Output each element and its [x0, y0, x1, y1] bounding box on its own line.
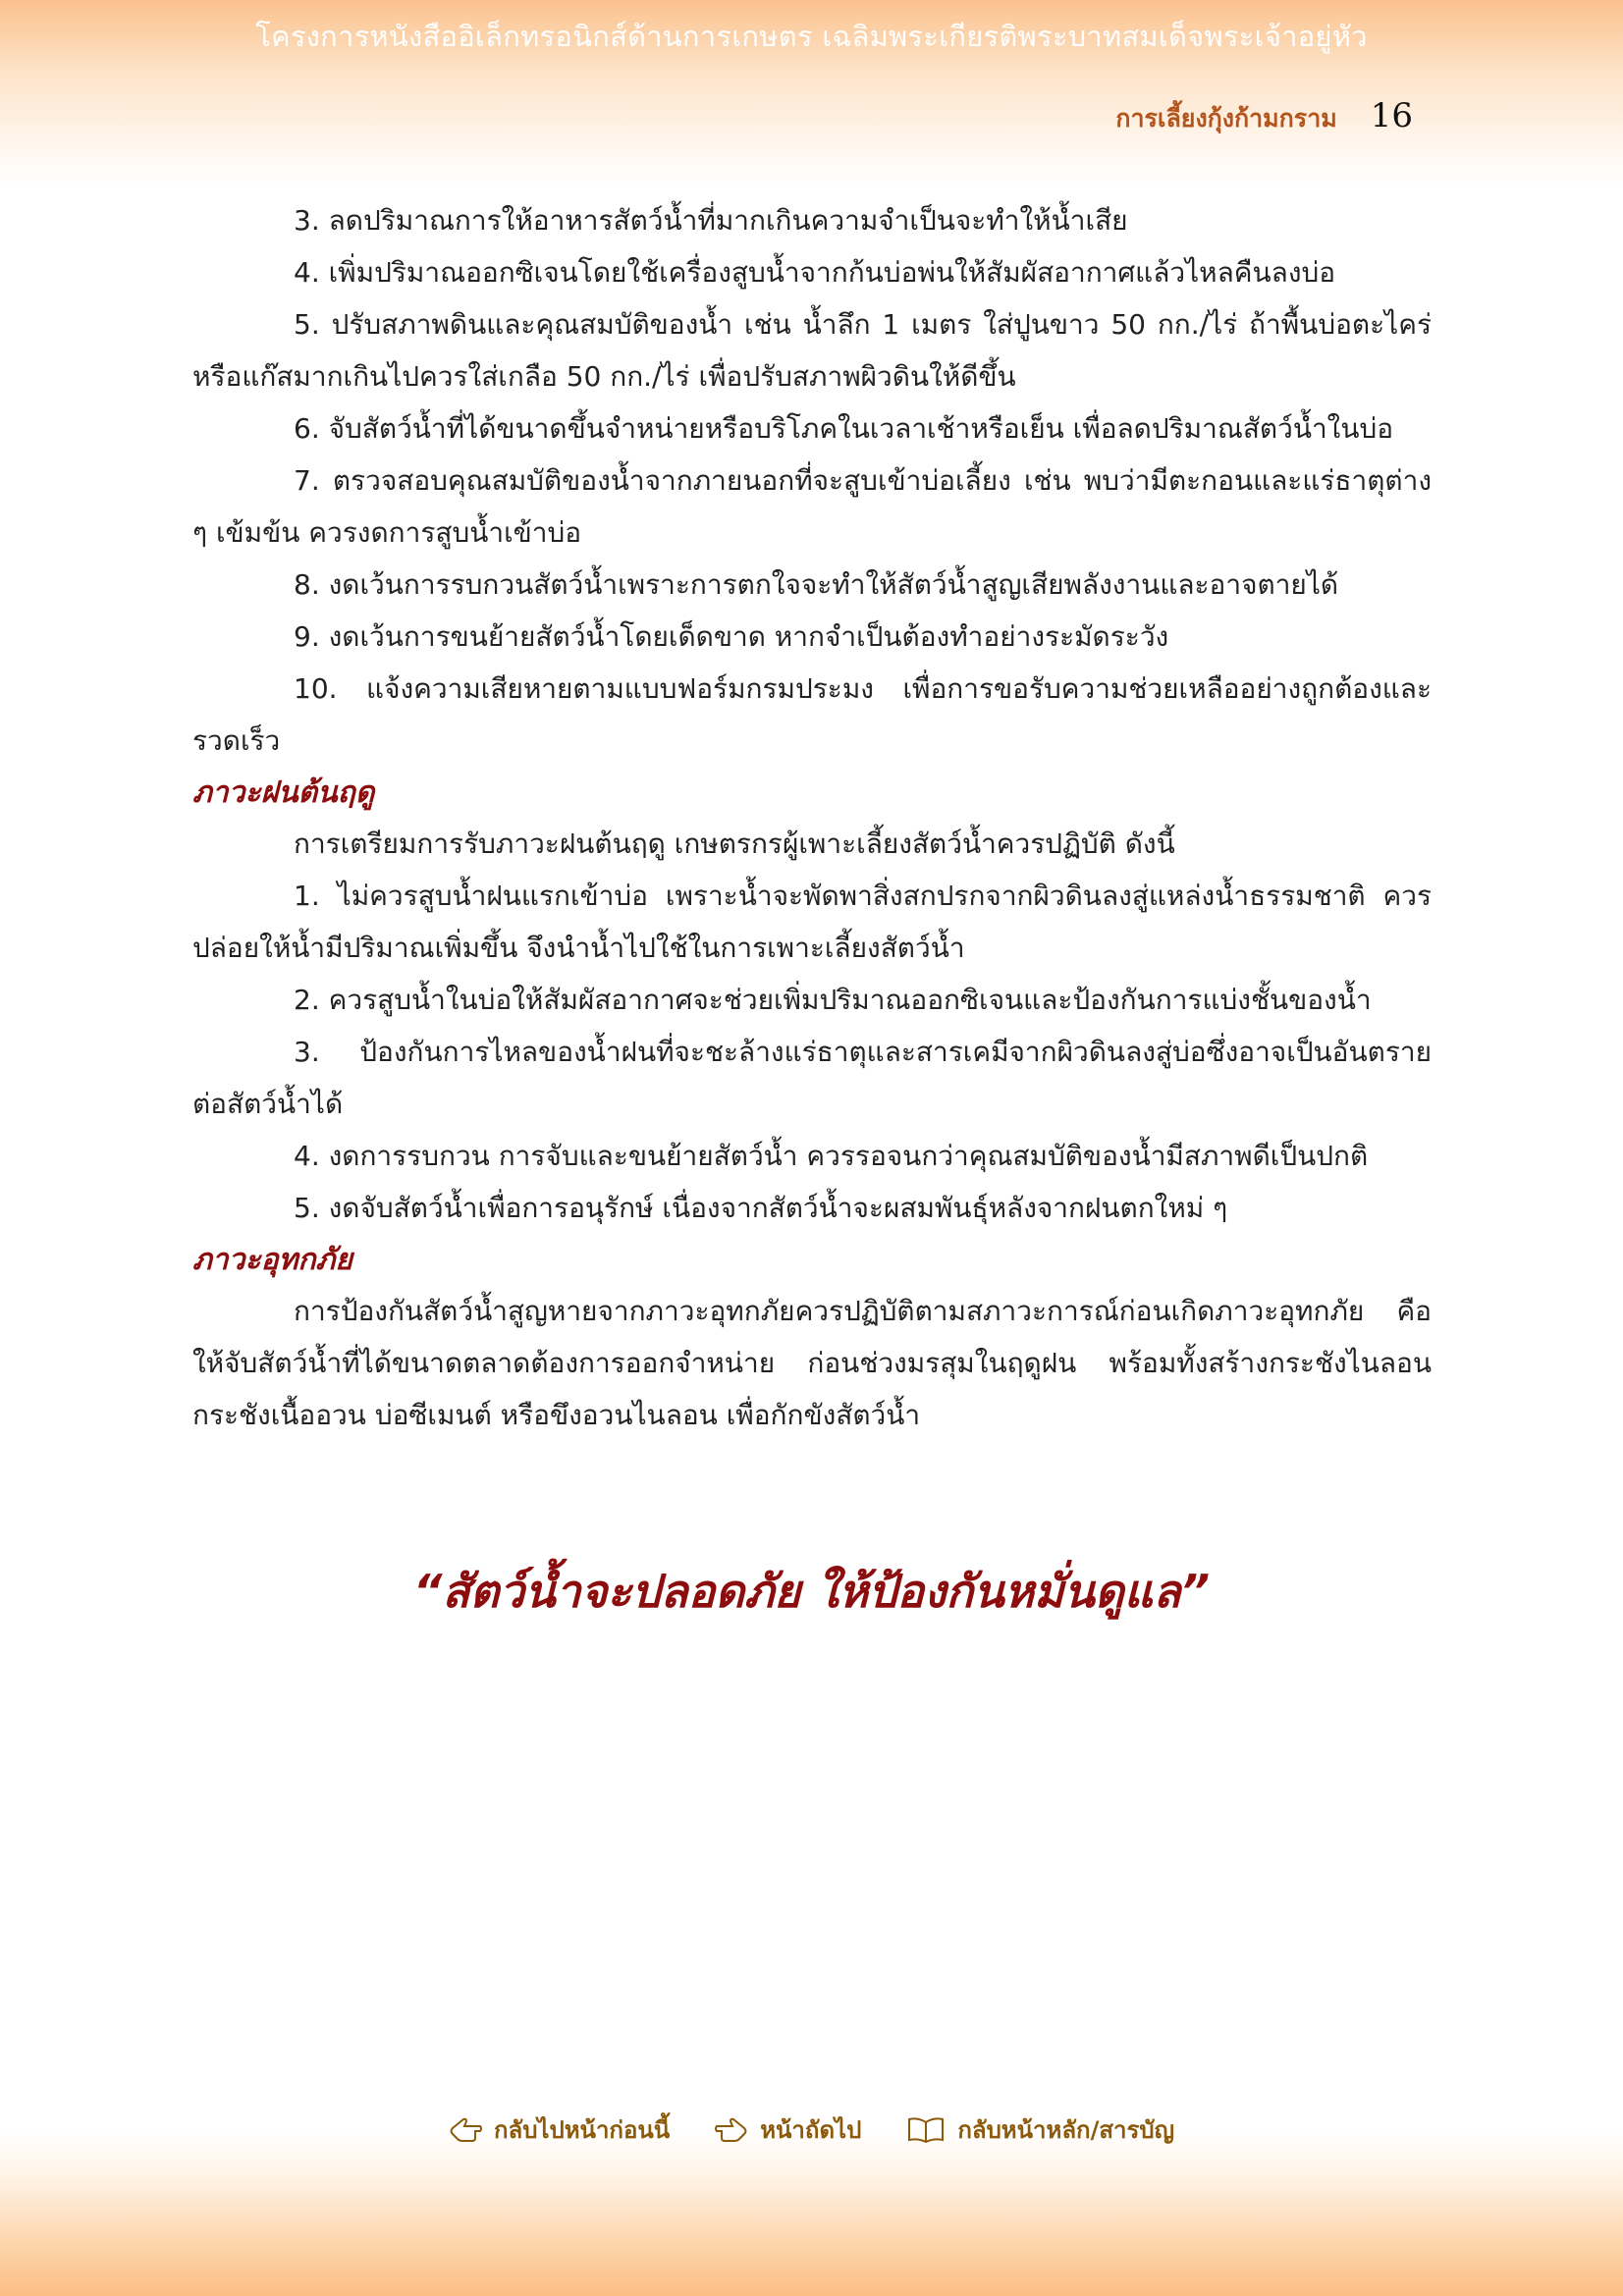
section-body: การป้องกันสัตว์น้ำสูญหายจากภาวะอุทกภัยควรปฏิบัติตามสภาวะการณ์ก่อนเกิดภาวะอุทกภัย คือให้จับสัตว์น้ำที่ได้ขนาดตลาดต้องการออกจำหน่าย ก่อนช่วงมรสุมในฤดูฝน พร้อมทั้งสร้างกระชังไนลอน กระชังเนื้ออวน บ่อซีเมนต์ หรือขึงอวนไนลอน เพื่อกักขังสัตว์น้ำ [192, 1295, 1432, 1431]
list-item: 4. เพิ่มปริมาณออกซิเจนโดยใช้เครื่องสูบน้ำจากก้นบ่อพ่นให้สัมผัสอากาศแล้วไหลคืนลงบ่อ [294, 256, 1336, 289]
footer-nav [0, 2110, 1623, 2149]
prev-page-link[interactable] [449, 2110, 670, 2149]
list-item: 5. งดจับสัตว์น้ำเพื่อการอนุรักษ์ เนื่องจากสัตว์น้ำจะผสมพันธุ์หลังจากฝนตกใหม่ ๆ [294, 1192, 1228, 1224]
list-item: 4. งดการรบกวน การจับและขนย้ายสัตว์น้ำ ควรรอจนกว่าคุณสมบัติของน้ำมีสภาพดีเป็นปกติ [294, 1140, 1369, 1172]
home-toc-label: กลับหน้าหลัก/สารบัญ [957, 2116, 1175, 2144]
list-item: 2. ควรสูบน้ำในบ่อให้สัมผัสอากาศจะช่วยเพิ่มปริมาณออกซิเจนและป้องกันการแบ่งชั้นของน้ำ [294, 984, 1372, 1016]
page-number: 16 [1370, 96, 1413, 135]
hand-pointing-left-icon [449, 2117, 482, 2143]
list-item: 7. ตรวจสอบคุณสมบัติของน้ำจากภายนอกที่จะสูบเข้าบ่อเลี้ยง เช่น พบว่ามีตะกอนและแร่ธาตุต่าง ๆ เข้มข้น ควรงดการสูบน้ำเข้าบ่อ [192, 464, 1432, 549]
list-item: 10. แจ้งความเสียหายตามแบบฟอร์มกรมประมง เพื่อการขอรับความช่วยเหลืออย่างถูกต้องและรวดเร็ว [192, 672, 1432, 757]
list-item: 6. จับสัตว์น้ำที่ได้ขนาดขึ้นจำหน่ายหรือบริโภคในเวลาเช้าหรือเย็น เพื่อลดปริมาณสัตว์น้ำในบ่อ [294, 412, 1394, 445]
home-toc-link[interactable] [906, 2110, 1174, 2149]
section-heading-flood: ภาวะอุทกภัย [192, 1243, 352, 1277]
list-item: 8. งดเว้นการรบกวนสัตว์น้ำเพราะการตกใจจะทำให้สัตว์น้ำสูญเสียพลังงานและอาจตายได้ [294, 568, 1339, 601]
slogan: “สัตว์น้ำจะปลอดภัย ให้ป้องกันหมั่นดูแล” [412, 1565, 1211, 1618]
section-heading-rain: ภาวะฝนต้นฤดู [192, 775, 375, 810]
list-item: 1. ไม่ควรสูบน้ำฝนแรกเข้าบ่อ เพราะน้ำจะพัดพาสิ่งสกปรกจากผิวดินลงสู่แหล่งน้ำธรรมชาติ ควรปล่อยให้น้ำมีปริมาณเพิ่มขึ้น จึงนำน้ำไปใช้ในการเพาะเลี้ยงสัตว์น้ำ [192, 880, 1432, 964]
page-content [192, 194, 1432, 1441]
project-title: โครงการหนังสืออิเล็กทรอนิกส์ด้านการเกษตร เฉลิมพระเกียรติพระบาทสมเด็จพระเจ้าอยู่หัว [255, 20, 1368, 53]
next-page-link[interactable] [715, 2110, 861, 2149]
list-item: 3. ป้องกันการไหลของน้ำฝนที่จะชะล้างแร่ธาตุและสารเคมีจากผิวดินลงสู่บ่อซึ่งอาจเป็นอันตรายต่อสัตว์น้ำได้ [192, 1036, 1432, 1120]
next-page-label: หน้าถัดไป [760, 2116, 862, 2144]
open-book-icon [906, 2116, 946, 2144]
prev-page-label: กลับไปหน้าก่อนนี้ [493, 2116, 671, 2144]
book-title: การเลี้ยงกุ้งก้ามกราม [1115, 104, 1337, 133]
running-head [1115, 96, 1413, 138]
section-intro: การเตรียมการรับภาวะฝนต้นฤดู เกษตรกรผู้เพาะเลี้ยงสัตว์น้ำควรปฏิบัติ ดังนี้ [294, 828, 1175, 860]
hand-pointing-right-icon [715, 2117, 748, 2143]
list-item: 3. ลดปริมาณการให้อาหารสัตว์น้ำที่มากเกินความจำเป็นจะทำให้น้ำเสีย [294, 204, 1128, 237]
list-item: 9. งดเว้นการขนย้ายสัตว์น้ำโดยเด็ดขาด หากจำเป็นต้องทำอย่างระมัดระวัง [294, 620, 1169, 653]
list-item: 5. ปรับสภาพดินและคุณสมบัติของน้ำ เช่น น้ำลึก 1 เมตร ใส่ปูนขาว 50 กก./ไร่ ถ้าพื้นบ่อตะไคร่หรือแก๊สมากเกินไปควรใส่เกลือ 50 กก./ไร่ เพื่อปรับสภาพผิวดินให้ดีขึ้น [192, 308, 1432, 393]
